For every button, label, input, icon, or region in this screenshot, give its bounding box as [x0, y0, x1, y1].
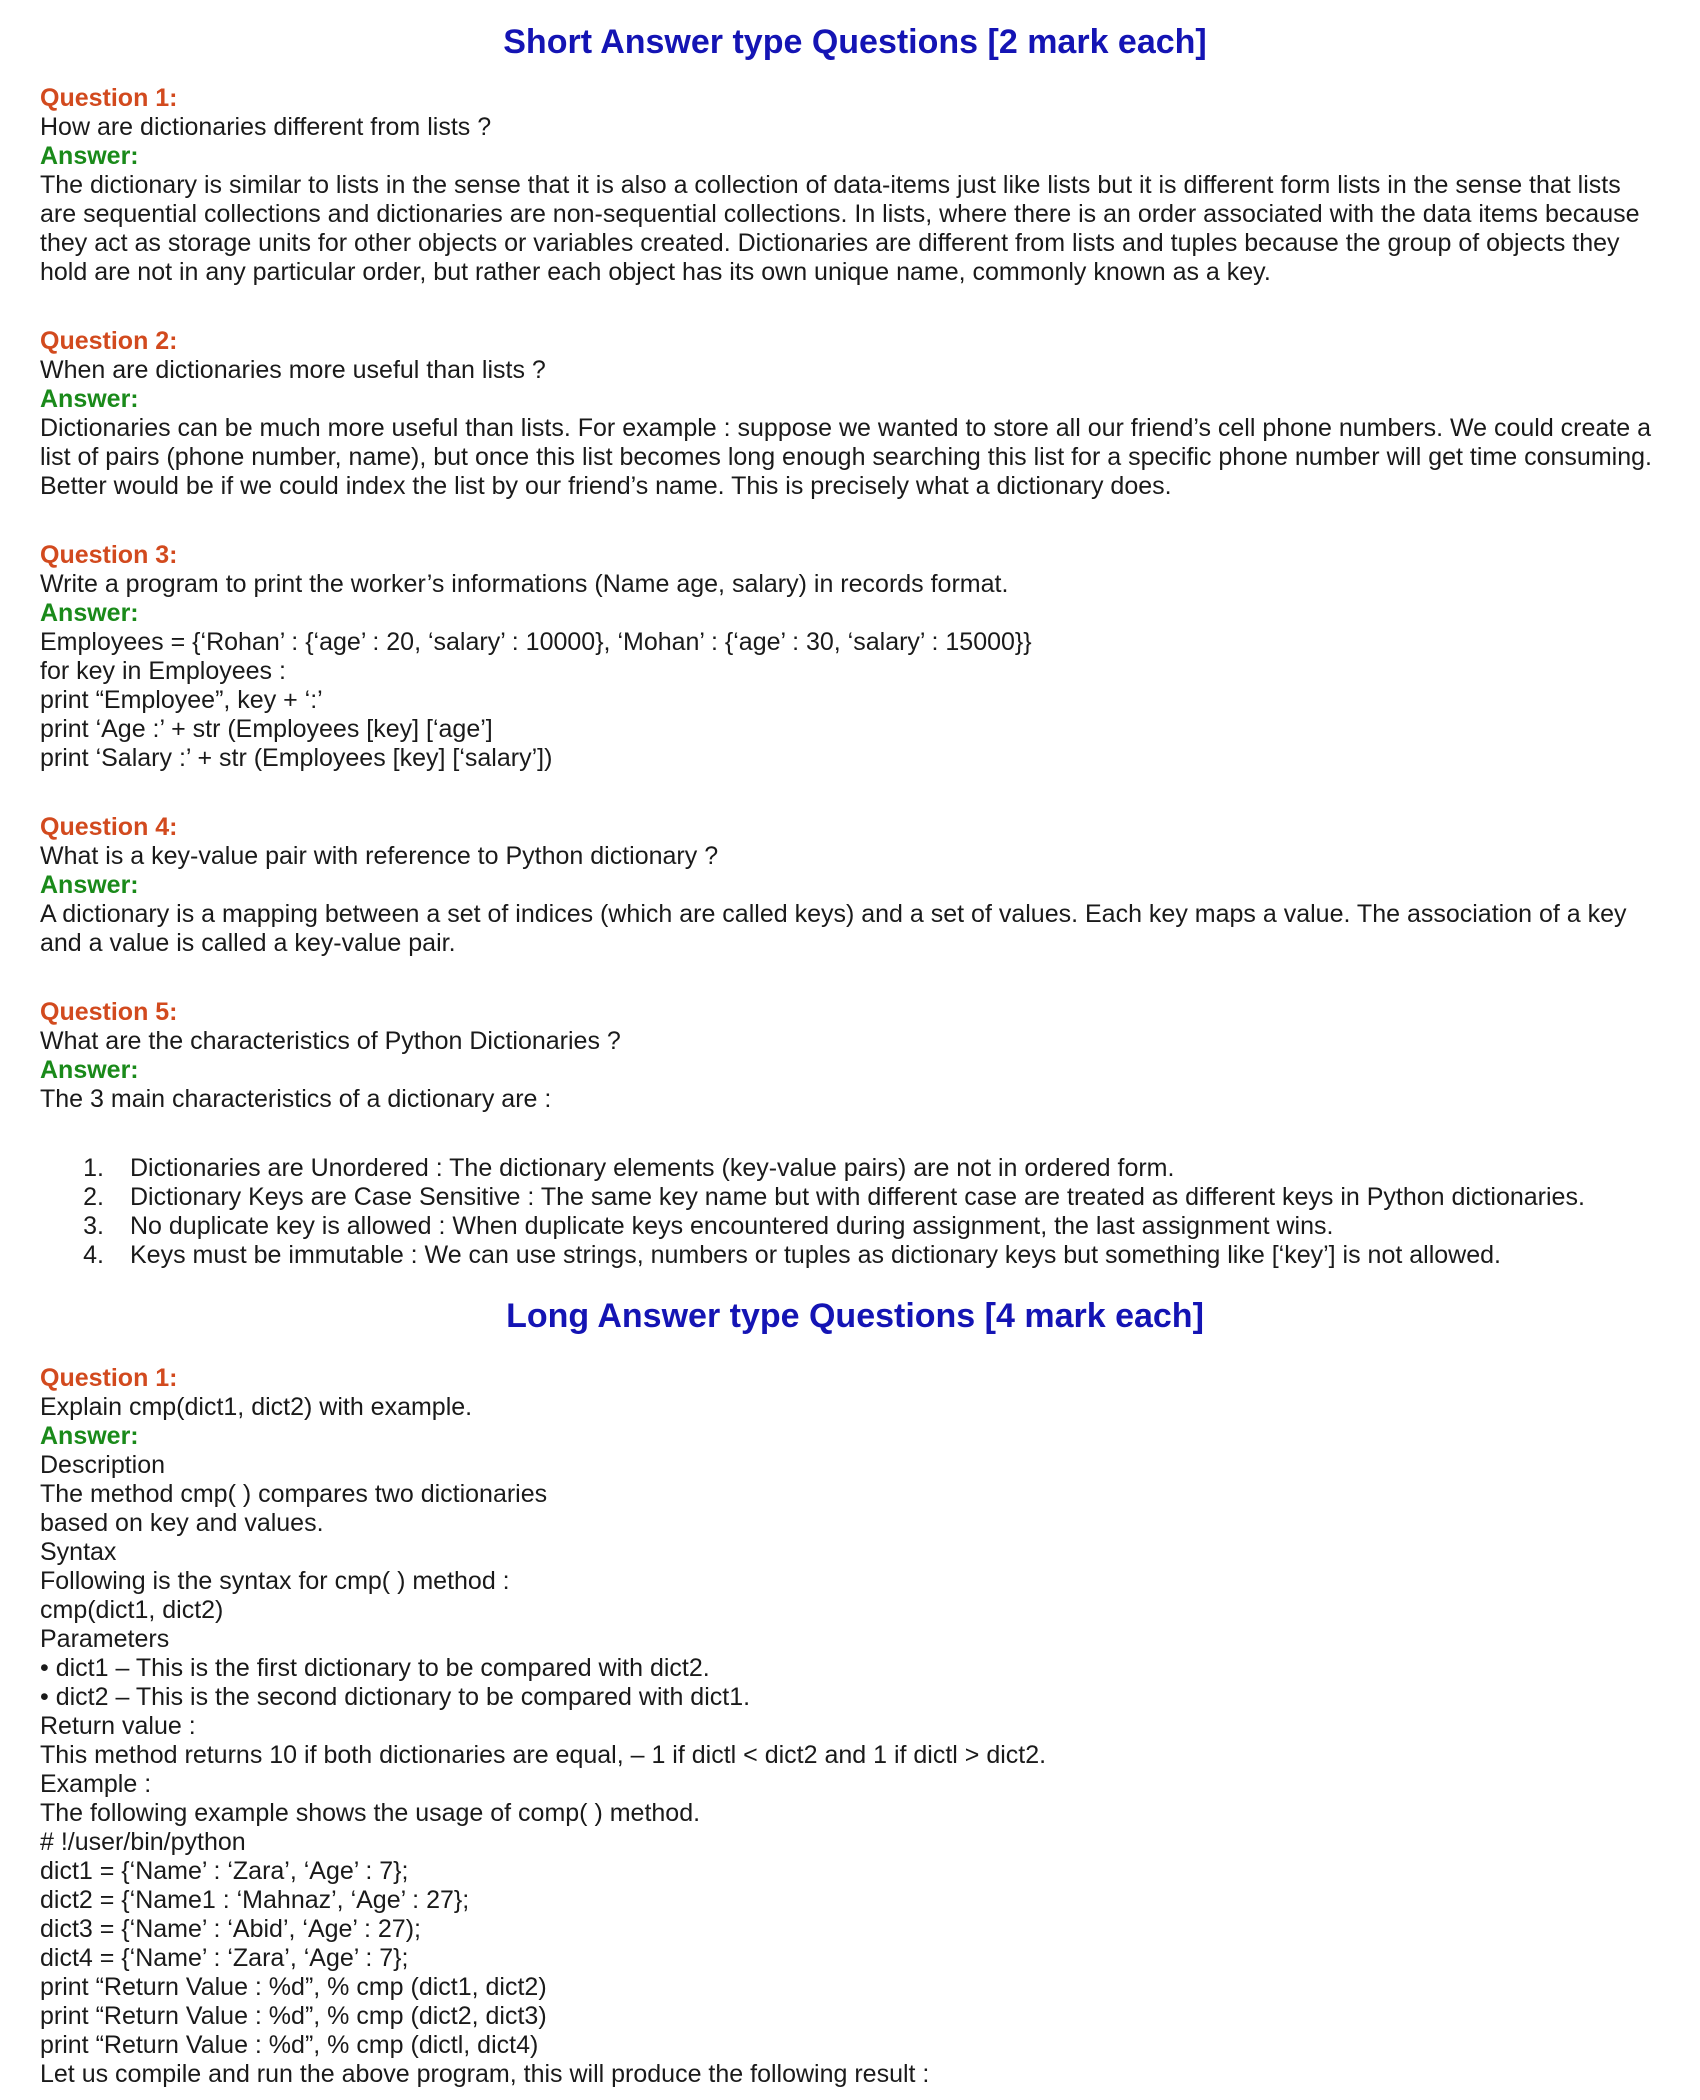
short-question-1 [40, 84, 1670, 287]
code-line: print “Employee”, key + ‘:’ [40, 686, 323, 714]
short-question-3 [40, 541, 1670, 773]
answer-line: The method cmp( ) compares two dictionaries [40, 1480, 548, 1508]
list-text: Dictionary Keys are Case Sensitive : The same key name but with different case are treated as different keys in Python dictionaries. [130, 1183, 1585, 1211]
question-text: When are dictionaries more useful than lists ? [40, 356, 546, 384]
document-page [40, 18, 1670, 2089]
answer-line: This method returns 10 if both dictionaries are equal, – 1 if dictl < dict2 and 1 if dictl > dict2. [40, 1741, 1047, 1769]
answer-line: Following is the syntax for cmp( ) method : [40, 1567, 510, 1595]
short-question-2 [40, 327, 1670, 501]
answer-line: hold are not in any particular order, but rather each object has its own unique name, commonly known as a key. [40, 258, 1271, 286]
code-line: dict1 = {‘Name’ : ‘Zara’, ‘Age’ : 7}; [40, 1857, 409, 1885]
answer-label: Answer: [40, 385, 139, 413]
question-label: Question 2: [40, 327, 178, 355]
answer-line: and a value is called a key-value pair. [40, 929, 456, 957]
code-line: dict4 = {‘Name’ : ‘Zara’, ‘Age’ : 7}; [40, 1944, 409, 1972]
code-line: print “Return Value : %d”, % cmp (dict1, dict2) [40, 1973, 547, 2001]
question-text: What are the characteristics of Python Dictionaries ? [40, 1027, 621, 1055]
code-line: dict2 = {‘Name1 : ‘Mahnaz’, ‘Age’ : 27}; [40, 1886, 470, 1914]
characteristics-list [40, 1154, 1670, 1270]
list-item [40, 1154, 1670, 1183]
list-number: 2. [83, 1183, 104, 1211]
question-text: How are dictionaries different from lists ? [40, 113, 492, 141]
code-line: print “Return Value : %d”, % cmp (dict2, dict3) [40, 2002, 547, 2030]
answer-label: Answer: [40, 871, 139, 899]
question-text: Explain cmp(dict1, dict2) with example. [40, 1393, 473, 1421]
short-question-5 [40, 998, 1670, 1270]
code-line: print ‘Salary :’ + str (Employees [key] [‘salary’]) [40, 744, 553, 772]
answer-line: The 3 main characteristics of a dictionary are : [40, 1085, 552, 1113]
answer-line: Example : [40, 1770, 152, 1798]
answer-label: Answer: [40, 142, 139, 170]
answer-line: are sequential collections and dictionaries are non-sequential collections. In lists, where there is an order associated with the data items because [40, 200, 1640, 228]
code-line: for key in Employees : [40, 657, 286, 685]
answer-line: The following example shows the usage of comp( ) method. [40, 1799, 701, 1827]
list-number: 1. [83, 1154, 104, 1182]
list-text: No duplicate key is allowed : When duplicate keys encountered during assignment, the last assignment wins. [130, 1212, 1334, 1240]
code-line: Employees = {‘Rohan’ : {‘age’ : 20, ‘salary’ : 10000}, ‘Mohan’ : {‘age’ : 30, ‘salary’ : 15000}} [40, 628, 1032, 656]
code-line: print ‘Age :’ + str (Employees [key] [‘age’] [40, 715, 493, 743]
answer-line: based on key and values. [40, 1509, 324, 1537]
answer-line: The dictionary is similar to lists in the sense that it is also a collection of data-items just like lists but it is different form lists in the sense that lists [40, 171, 1621, 199]
answer-label: Answer: [40, 599, 139, 627]
answer-line: • dict1 – This is the first dictionary to be compared with dict2. [40, 1654, 710, 1682]
code-line: print “Return Value : %d”, % cmp (dictl, dict4) [40, 2031, 539, 2059]
answer-label: Answer: [40, 1422, 139, 1450]
list-text: Keys must be immutable : We can use strings, numbers or tuples as dictionary keys but something like [‘key’] is not allowed. [130, 1241, 1501, 1269]
question-text: What is a key-value pair with reference to Python dictionary ? [40, 842, 719, 870]
long-answer-section-title: Long Answer type Questions [4 mark each] [506, 1297, 1204, 1335]
question-label: Question 1: [40, 84, 178, 112]
answer-line: Parameters [40, 1625, 170, 1653]
question-label: Question 1: [40, 1364, 178, 1392]
long-question-1 [40, 1364, 1670, 2089]
answer-line: • dict2 – This is the second dictionary to be compared with dict1. [40, 1683, 751, 1711]
question-label: Question 3: [40, 541, 178, 569]
code-line: # !/user/bin/python [40, 1828, 246, 1856]
answer-line: they act as storage units for other objects or variables created. Dictionaries are different from lists and tuples because the group of objects they [40, 229, 1620, 257]
answer-line: A dictionary is a mapping between a set of indices (which are called keys) and a set of values. Each key maps a value. The association of a key [40, 900, 1627, 928]
answer-line: Dictionaries can be much more useful than lists. For example : suppose we wanted to store all our friend’s cell phone numbers. We could create a [40, 414, 1652, 442]
code-line: dict3 = {‘Name’ : ‘Abid’, ‘Age’ : 27); [40, 1915, 421, 1943]
list-item [40, 1241, 1670, 1270]
list-number: 4. [83, 1241, 104, 1269]
question-label: Question 4: [40, 813, 178, 841]
list-item [40, 1183, 1670, 1212]
answer-line: Syntax [40, 1538, 117, 1566]
answer-line: Better would be if we could index the list by our friend’s name. This is precisely what a dictionary does. [40, 472, 1172, 500]
list-number: 3. [83, 1212, 104, 1240]
answer-label: Answer: [40, 1056, 139, 1084]
list-item [40, 1212, 1670, 1241]
answer-line: Let us compile and run the above program, this will produce the following result : [40, 2060, 930, 2088]
short-question-4 [40, 813, 1670, 958]
short-answer-section-title: Short Answer type Questions [2 mark each] [503, 23, 1207, 61]
answer-line: list of pairs (phone number, name), but once this list becomes long enough searching this list for a specific phone number will get time consuming. [40, 443, 1652, 471]
answer-line: Return value : [40, 1712, 196, 1740]
list-text: Dictionaries are Unordered : The dictionary elements (key-value pairs) are not in ordered form. [130, 1154, 1175, 1182]
question-text: Write a program to print the worker’s informations (Name age, salary) in records format. [40, 570, 1009, 598]
question-label: Question 5: [40, 998, 178, 1026]
answer-line: Description [40, 1451, 166, 1479]
answer-line: cmp(dict1, dict2) [40, 1596, 224, 1624]
